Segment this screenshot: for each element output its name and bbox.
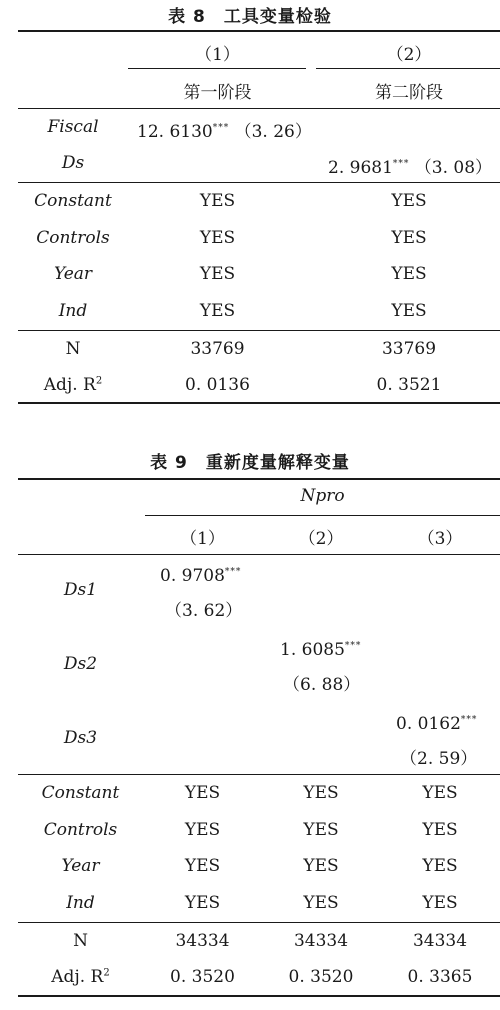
table-9-ind-c3: YES xyxy=(422,893,458,913)
superscript-2: 2 xyxy=(103,967,110,979)
superscript-2: 2 xyxy=(95,375,103,387)
table-9-label-ds2: Ds2 xyxy=(63,654,98,674)
t-statistic: （3. 26） xyxy=(234,122,312,142)
table-9-col1-number: （1） xyxy=(180,529,225,549)
table-9-title: 表 9 重新度量解释变量 xyxy=(150,453,350,473)
table-9-header-npro: Npro xyxy=(300,486,345,506)
table-9-controls-c2: YES xyxy=(303,820,339,840)
coefficient-value: 1. 6085 xyxy=(280,640,345,660)
table-9-constant-c1: YES xyxy=(184,783,221,803)
table-9-n-c2: 34334 xyxy=(293,931,349,951)
table-9-adj-r2-c1: 0. 3520 xyxy=(170,967,235,987)
table-8-label-adj-r2 xyxy=(18,375,128,395)
table-9-label-ds1: Ds1 xyxy=(63,580,98,600)
table-9-controls-c3: YES xyxy=(422,820,458,840)
table-9-ds2-coefficient xyxy=(280,640,361,660)
table-8-label-ind: Ind xyxy=(58,301,88,321)
table-8-title: 表 8 工具变量检验 xyxy=(168,7,332,27)
table-9-controls-rule xyxy=(18,922,500,923)
coefficient-value: 2. 9681 xyxy=(328,158,393,178)
table-9-bottom-rule xyxy=(18,995,500,997)
table-8-adj-r2-c2: 0. 3521 xyxy=(376,375,442,395)
table-9-year-c2: YES xyxy=(303,856,339,876)
table-9-label-n: N xyxy=(73,931,88,951)
table-8-ind-c1: YES xyxy=(199,301,236,321)
significance-stars: *** xyxy=(224,567,242,577)
table-9-label-ind: Ind xyxy=(66,893,95,913)
table-8-col2-number: （2） xyxy=(386,45,432,65)
table-9-label-constant: Constant xyxy=(41,783,120,803)
table-9-year-c3: YES xyxy=(422,856,458,876)
table-8-label-fiscal: Fiscal xyxy=(47,117,99,137)
table-9-constant-c3: YES xyxy=(422,783,458,803)
table-9-label-year: Year xyxy=(61,856,100,876)
table-9-constant-c2: YES xyxy=(303,783,339,803)
t-statistic: （3. 08） xyxy=(414,158,493,178)
table-8-top-rule xyxy=(18,30,500,32)
table-8-constant-c1: YES xyxy=(199,191,236,211)
coefficient-value: 0. 9708 xyxy=(160,566,225,586)
table-8-col1-name: 第一阶段 xyxy=(183,83,252,103)
table-8-label-year: Year xyxy=(53,264,93,284)
adj-r-text: Adj. R xyxy=(51,967,104,987)
table-9-ind-c2: YES xyxy=(303,893,339,913)
table-8-adj-r2-c1: 0. 0136 xyxy=(185,375,250,395)
table-8-controls-rule xyxy=(18,330,500,331)
significance-stars: *** xyxy=(344,641,362,651)
table-8-col2-name: 第二阶段 xyxy=(375,83,443,103)
table-9-n-c1: 34334 xyxy=(175,931,230,951)
table-8-col1-underline xyxy=(128,68,306,69)
table-8-controls-c1: YES xyxy=(199,228,236,248)
table-8-fiscal-coefficient xyxy=(137,117,312,142)
table-9-label-controls: Controls xyxy=(43,820,118,840)
table-8-label-constant: Constant xyxy=(34,191,112,211)
table-9-ds3-t-statistic: （2. 59） xyxy=(400,749,478,769)
table-9-year-c1: YES xyxy=(184,856,221,876)
table-9-adj-r2-c2: 0. 3520 xyxy=(288,967,354,987)
table-9-ds1-coefficient xyxy=(160,566,241,586)
table-9-n-c3: 34334 xyxy=(412,931,468,951)
table-9-ds2-t-statistic: （6. 88） xyxy=(283,675,361,695)
table-9-adj-r2-c3: 0. 3365 xyxy=(407,967,473,987)
table-8-controls-c2: YES xyxy=(391,228,427,248)
adj-r-text: Adj. R xyxy=(43,375,96,395)
coefficient-value: 0. 0162 xyxy=(396,714,461,734)
table-9-col3-number: （3） xyxy=(417,529,463,549)
table-9-ind-c1: YES xyxy=(184,893,221,913)
significance-stars: *** xyxy=(392,159,410,169)
table-8-label-controls: Controls xyxy=(36,228,110,248)
table-8-label-ds: Ds xyxy=(61,153,85,173)
table-8-constant-c2: YES xyxy=(391,191,427,211)
table-8-year-c2: YES xyxy=(391,264,427,284)
table-9-header-rule xyxy=(18,554,500,555)
table-9-label-ds3: Ds3 xyxy=(63,728,98,748)
table-9-ds3-coefficient xyxy=(396,714,477,734)
table-8-header-rule xyxy=(18,108,500,109)
significance-stars: *** xyxy=(460,715,478,725)
table-9-controls-c1: YES xyxy=(184,820,221,840)
table-9-top-rule xyxy=(18,478,500,480)
table-8-col2-underline xyxy=(316,68,500,69)
table-9-header-underline xyxy=(145,515,500,516)
coefficient-value: 12. 6130 xyxy=(137,122,213,142)
table-8-coef-rule xyxy=(18,182,500,183)
table-9-label-adj-r2 xyxy=(18,967,143,987)
table-8-n-c1: 33769 xyxy=(190,339,245,359)
table-8-ind-c2: YES xyxy=(391,301,427,321)
table-8-bottom-rule xyxy=(18,402,500,404)
table-8-label-n: N xyxy=(65,339,81,359)
table-9-col2-number: （2） xyxy=(298,529,344,549)
table-8-n-c2: 33769 xyxy=(381,339,437,359)
significance-stars: *** xyxy=(212,123,230,133)
table-9-ds1-t-statistic: （3. 62） xyxy=(165,601,243,621)
table-8-col1-number: （1） xyxy=(195,45,240,65)
table-8-year-c1: YES xyxy=(199,264,236,284)
table-8-ds-coefficient xyxy=(328,153,492,178)
table-9-coef-rule xyxy=(18,774,500,775)
